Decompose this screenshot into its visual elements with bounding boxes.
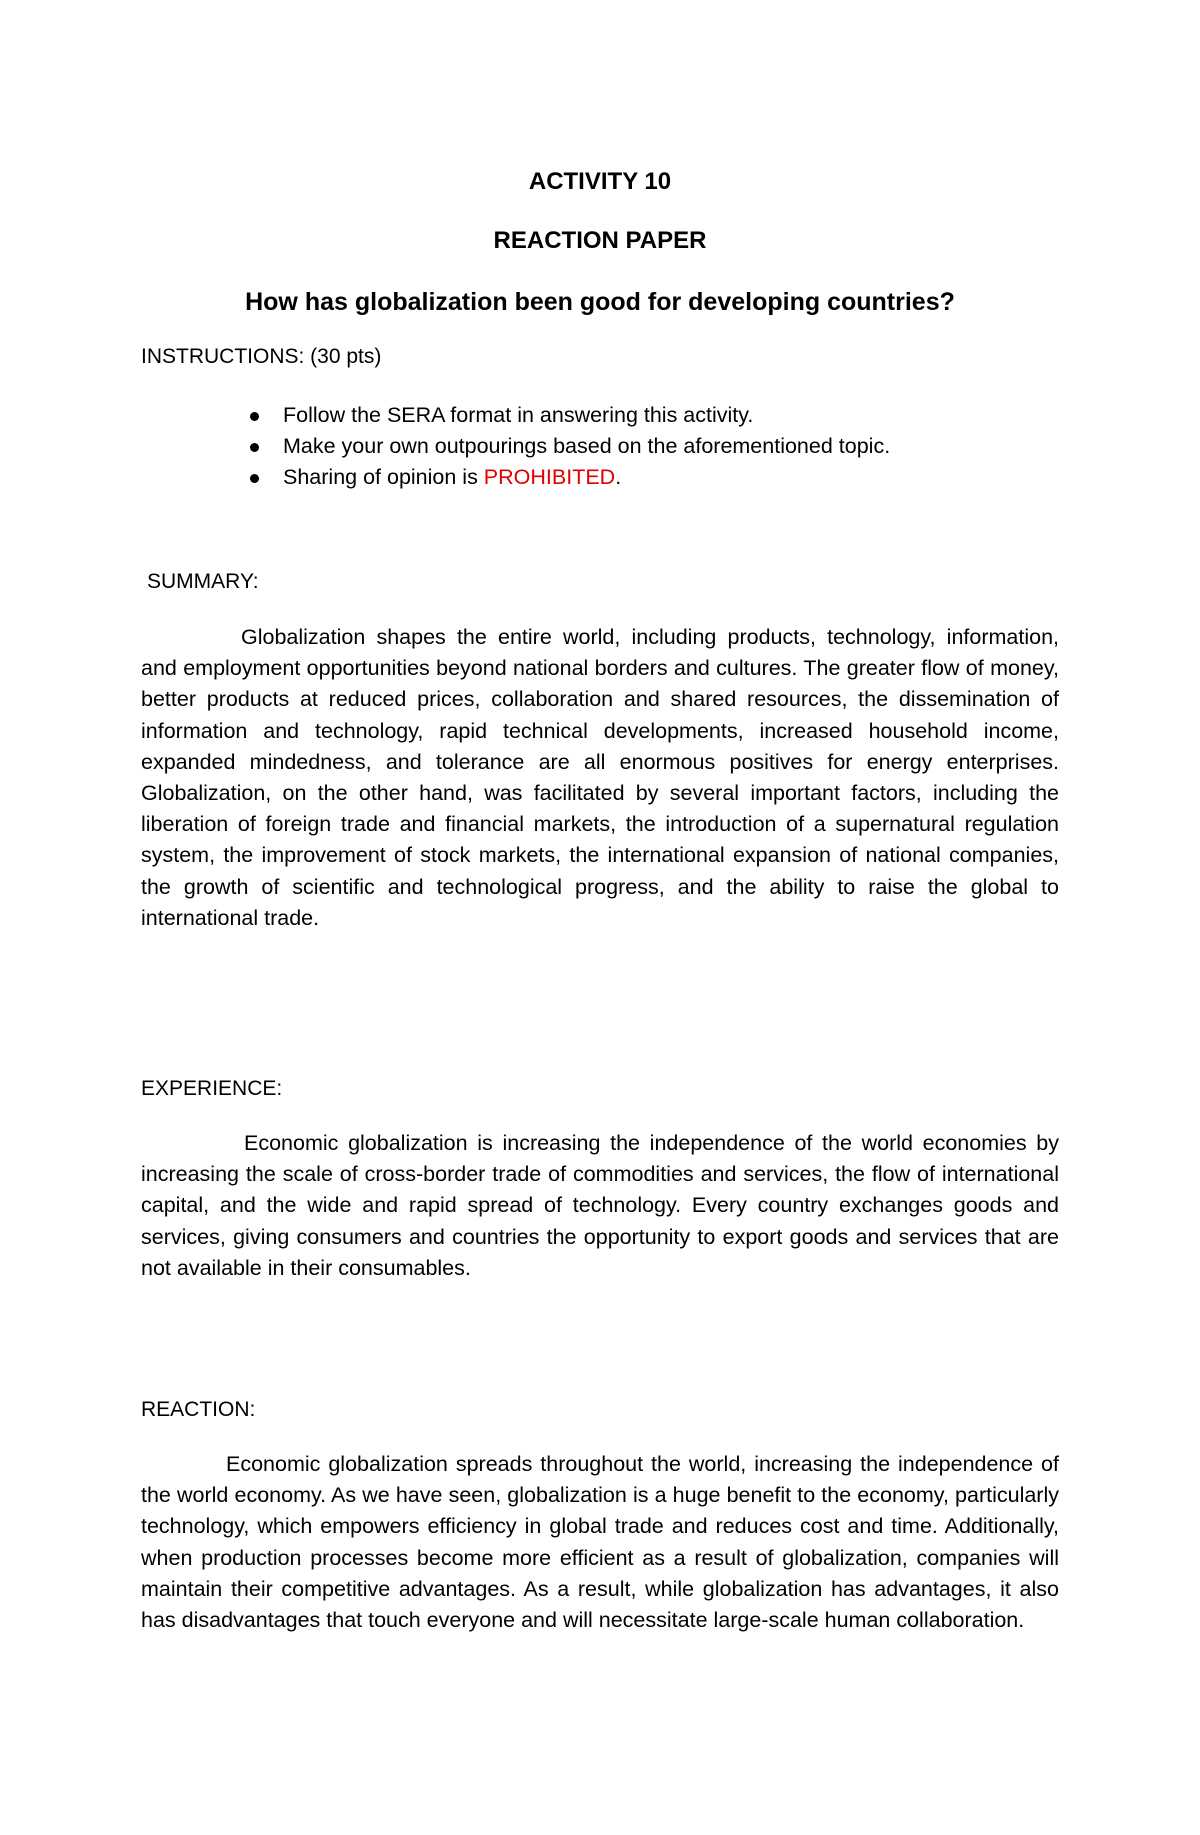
activity-title: ACTIVITY 10 [528,168,672,195]
instruction-text-suffix: . [615,465,622,489]
summary-heading: SUMMARY: [147,570,259,593]
bullet-icon [250,412,259,421]
instruction-item [250,400,890,431]
experience-heading: EXPERIENCE: [141,1077,283,1100]
reaction-heading: REACTION: [141,1398,256,1421]
instruction-text: Follow the SERA format in answering this activity. [283,403,754,427]
reaction-body: Economic globalization spreads throughout the world, increasing the independence of the world economy. As we have seen, globalization is a huge benefit to the economy, particularly technology, which empowers efficiency in global trade and reduces cost and time. Additionally, when production processes become more efficient as a result of globalization, companies will maintain their competitive advantages. As a result, while globalization has advantages, it also has disadvantages that touch everyone and will necessitate large-scale human collaboration. [141,1452,1059,1633]
question-heading: How has globalization been good for developing countries? [245,288,955,316]
prohibited-highlight: PROHIBITED [483,465,616,489]
experience-body: Economic globalization is increasing the independence of the world economies by increasing the scale of cross-border trade of commodities and services, the flow of international capital, and the wide and rapid spread of technology. Every country exchanges goods and services, giving consumers and countries the opportunity to export goods and services that are not available in their consumables. [141,1131,1059,1280]
bullet-icon [250,443,259,452]
instruction-text-prefix: Sharing of opinion is [283,465,484,489]
summary-body: Globalization shapes the entire world, including products, technology, information, and employment opportunities beyond national borders and cultures. The greater flow of money, better products at reduced prices, collaboration and shared resources, the dissemination of information and technology, rapid technical developments, increased household income, expanded mindedness, and tolerance are all enormous positives for energy enterprises. Globalization, on the other hand, was facilitated by several important factors, including the liberation of foreign trade and financial markets, the introduction of a supernatural regulation system, the improvement of stock markets, the international expansion of national companies, the growth of scientific and technological progress, and the ability to raise the global to international trade. [141,625,1059,930]
instructions-label: INSTRUCTIONS: (30 pts) [141,345,382,368]
instruction-item [250,431,890,462]
instructions-list [250,400,890,493]
bullet-icon [250,474,259,483]
instruction-text: Make your own outpourings based on the aforementioned topic. [283,434,891,458]
paper-type-title: REACTION PAPER [493,227,707,254]
instruction-item [250,462,890,493]
